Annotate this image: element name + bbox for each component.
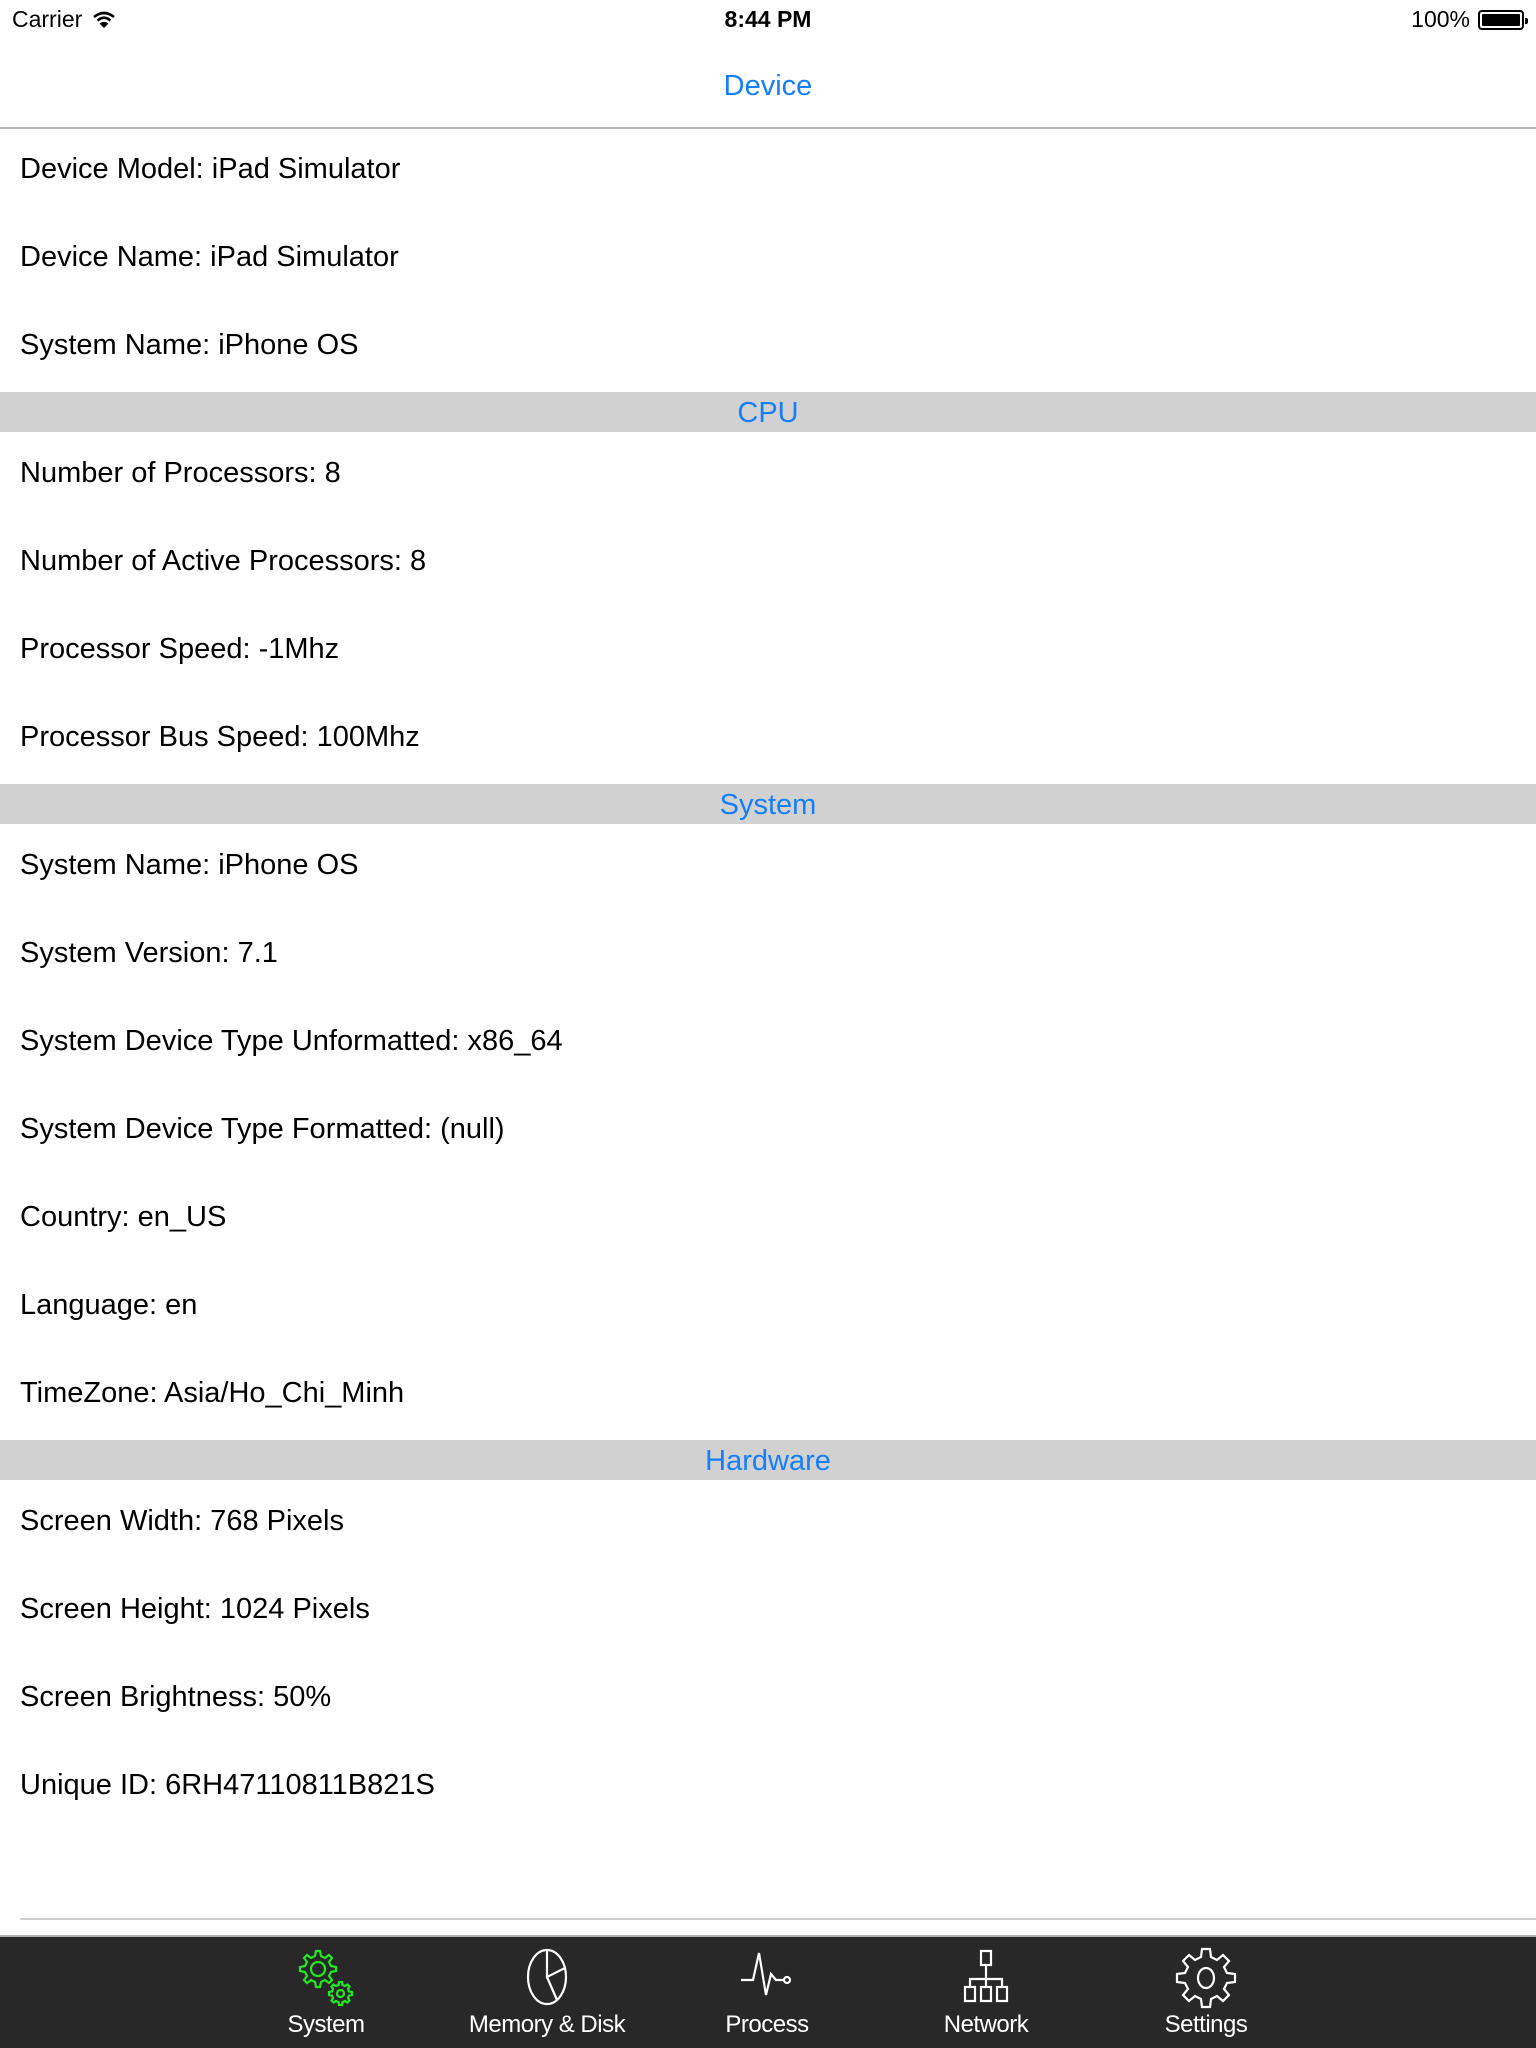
list-item: Number of Processors: 8 xyxy=(20,457,341,489)
list-item: TimeZone: Asia/Ho_Chi_Minh xyxy=(20,1377,405,1409)
tab-bar xyxy=(0,1935,1536,2048)
section-header-system: System xyxy=(0,784,1536,824)
list-item: Language: en xyxy=(20,1289,198,1321)
tab-memory-disk[interactable] xyxy=(447,1937,647,2048)
battery-percent: 100% xyxy=(1411,6,1470,32)
list-item: Screen Brightness: 50% xyxy=(20,1681,332,1713)
tab-label: Settings xyxy=(1164,2011,1248,2038)
gears-icon xyxy=(294,1947,358,2007)
list-item: Device Model: iPad Simulator xyxy=(20,153,401,185)
tab-label: Memory & Disk xyxy=(468,2011,626,2038)
carrier-label: Carrier xyxy=(12,6,83,32)
list-item: Unique ID: 6RH47110811B821S xyxy=(20,1769,435,1801)
tab-process[interactable] xyxy=(667,1937,867,2048)
status-time: 8:44 PM xyxy=(724,6,812,32)
network-icon xyxy=(956,1947,1016,2007)
list-item: System Name: iPhone OS xyxy=(20,849,359,881)
battery-icon xyxy=(1478,10,1524,30)
tab-label: Network xyxy=(943,2011,1029,2038)
list-item: Processor Speed: -1Mhz xyxy=(20,633,340,665)
pie-chart-icon xyxy=(517,1947,577,2007)
list-item: System Device Type Unformatted: x86_64 xyxy=(20,1025,563,1057)
list-item: Country: en_US xyxy=(20,1201,227,1233)
list-item: Screen Height: 1024 Pixels xyxy=(20,1593,370,1625)
gear-icon xyxy=(1171,1947,1241,2013)
status-bar xyxy=(0,0,1536,40)
list-item: Device Name: iPad Simulator xyxy=(20,241,399,273)
section-header-cpu: CPU xyxy=(0,392,1536,432)
status-right xyxy=(1411,6,1524,33)
section-header-hardware: Hardware xyxy=(0,1440,1536,1480)
nav-divider xyxy=(0,127,1536,129)
list-item: Processor Bus Speed: 100Mhz xyxy=(20,721,420,753)
list-item: System Device Type Formatted: (null) xyxy=(20,1113,505,1145)
page-title: Device xyxy=(723,70,813,102)
list-item: System Name: iPhone OS xyxy=(20,329,359,361)
list-item: System Version: 7.1 xyxy=(20,937,278,969)
tab-system[interactable] xyxy=(226,1937,426,2048)
tab-network[interactable] xyxy=(886,1937,1086,2048)
tab-label: System xyxy=(287,2011,365,2038)
list-divider xyxy=(20,1918,1536,1920)
tab-label: Process xyxy=(725,2011,809,2038)
list-item: Number of Active Processors: 8 xyxy=(20,545,427,577)
tab-settings[interactable] xyxy=(1106,1937,1306,2048)
pulse-icon xyxy=(737,1947,797,2007)
list-item: Screen Width: 768 Pixels xyxy=(20,1505,344,1537)
